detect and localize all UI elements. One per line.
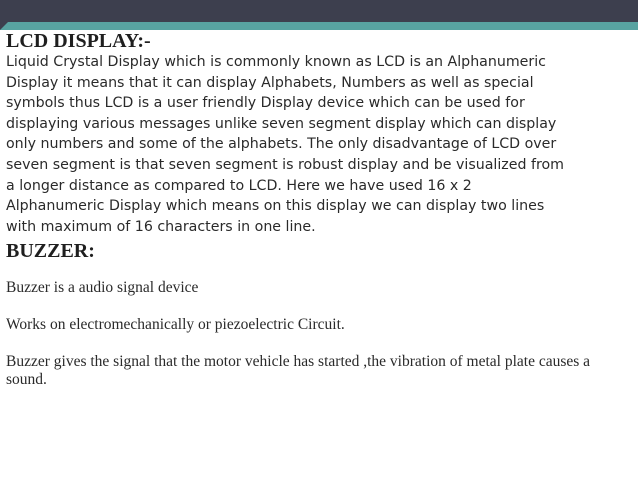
slide-accent-stripe xyxy=(0,22,638,30)
lcd-display-heading: LCD DISPLAY:- xyxy=(6,30,151,52)
lcd-display-paragraph: Liquid Crystal Display which is commonly known as LCD is an Alphanumeric Display it means that it can display Alphabets, Numbers as well as special symbols thus LCD is a user friendly Display device which can be used for displaying various messages unlike seven segment display which can display only numbers and some of the alphabets. The only disadvantage of LCD over seven segment is that seven segment is robust display and be visualized from a longer distance as compared to LCD. Here we have used 16 x 2 Alphanumeric Display which means on this display we can display two lines with maximum of 16 characters in one line. xyxy=(6,54,564,235)
buzzer-paragraph: Buzzer is a audio signal device xyxy=(6,279,199,297)
slide-content xyxy=(6,30,634,389)
buzzer-heading: BUZZER: xyxy=(6,240,95,263)
buzzer-paragraph: Buzzer gives the signal that the motor vehicle has started ,the vibration of metal plate causes a sound. xyxy=(6,353,591,389)
slide-top-bar xyxy=(0,0,638,22)
buzzer-paragraph: Works on electromechanically or piezoelectric Circuit. xyxy=(6,316,345,334)
slide-accent-notch xyxy=(0,22,8,30)
buzzer-paragraph-list xyxy=(6,279,634,389)
